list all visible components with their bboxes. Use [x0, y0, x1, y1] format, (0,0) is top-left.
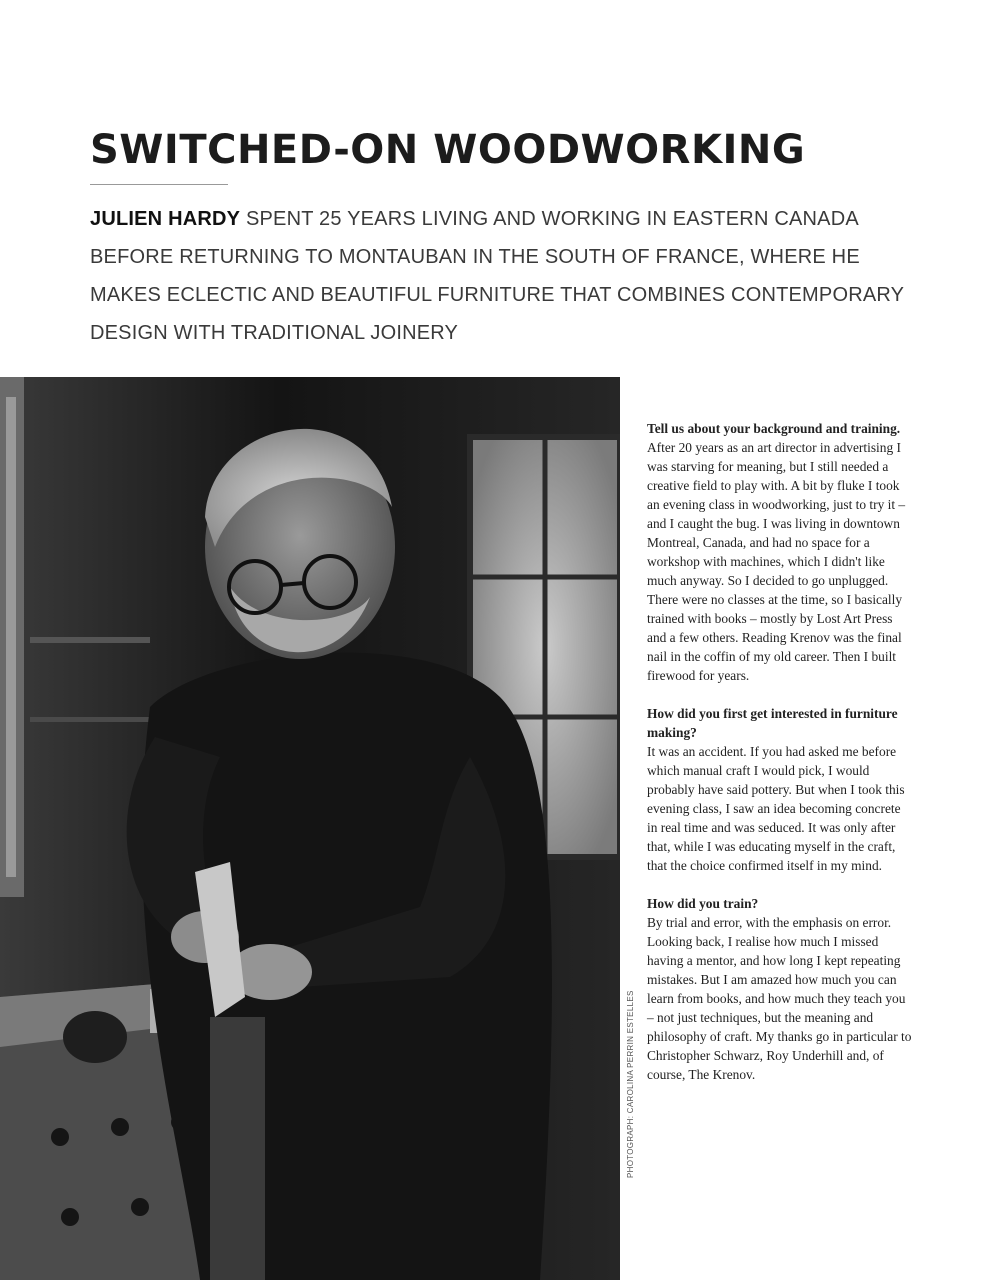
- article-title: SWITCHED-ON WOODWORKING: [90, 127, 806, 173]
- question: How did you train?: [647, 896, 759, 911]
- interview-column: [647, 419, 912, 1084]
- question: Tell us about your background and training.: [647, 421, 901, 436]
- woodworker-photo: [0, 377, 620, 1280]
- answer: After 20 years as an art director in advertising I was starving for meaning, but I still needed a creative field to play with. A bit by fluke I took an evening class in woodworking, just to try it – and I caught the bug. I was living in downtown Montreal, Canada, and had no space for a workshop with machines, which I didn't like much anyway. So I decided to go unplugged. There were no classes at the time, so I basically trained with books – mostly by Lost Art Press and a few others. Reading Krenov was the final nail in the coffin of my old career. Then I built firewood for years.: [647, 440, 906, 683]
- title-divider: [90, 184, 228, 185]
- standfirst-name: JULIEN HARDY: [90, 208, 241, 230]
- answer: It was an accident. If you had asked me before which manual craft I would pick, I would probably have said pottery. But when I took this evening class, I saw an idea becoming concrete in real time and was seduced. It was only after that, while I was educating myself in the craft, that the choice confirmed itself in my mind.: [647, 744, 905, 873]
- question: How did you first get interested in furniture making?: [647, 706, 898, 740]
- answer: By trial and error, with the emphasis on error. Looking back, I realise how much I missed having a mentor, and how long I kept repeating mistakes. But I am amazed how much you can learn from books, and how much they teach you – not just techniques, but the meaning and philosophy of craft. My thanks go in particular to Christopher Schwarz, Roy Underhill and, of course, The Krenov.: [647, 915, 912, 1082]
- standfirst: [90, 200, 910, 352]
- photo-credit: PHOTOGRAPH: CAROLINA PERRIN ESTELLES: [626, 990, 635, 1178]
- standfirst-text: SPENT 25 YEARS LIVING AND WORKING IN EASTERN CANADA BEFORE RETURNING TO MONTAUBAN IN THE SOUTH OF FRANCE, WHERE HE MAKES ECLECTIC AND BEAUTIFUL FURNITURE THAT COMBINES CONTEMPORARY DESIGN WITH TRADITIONAL JOINERY: [90, 208, 904, 344]
